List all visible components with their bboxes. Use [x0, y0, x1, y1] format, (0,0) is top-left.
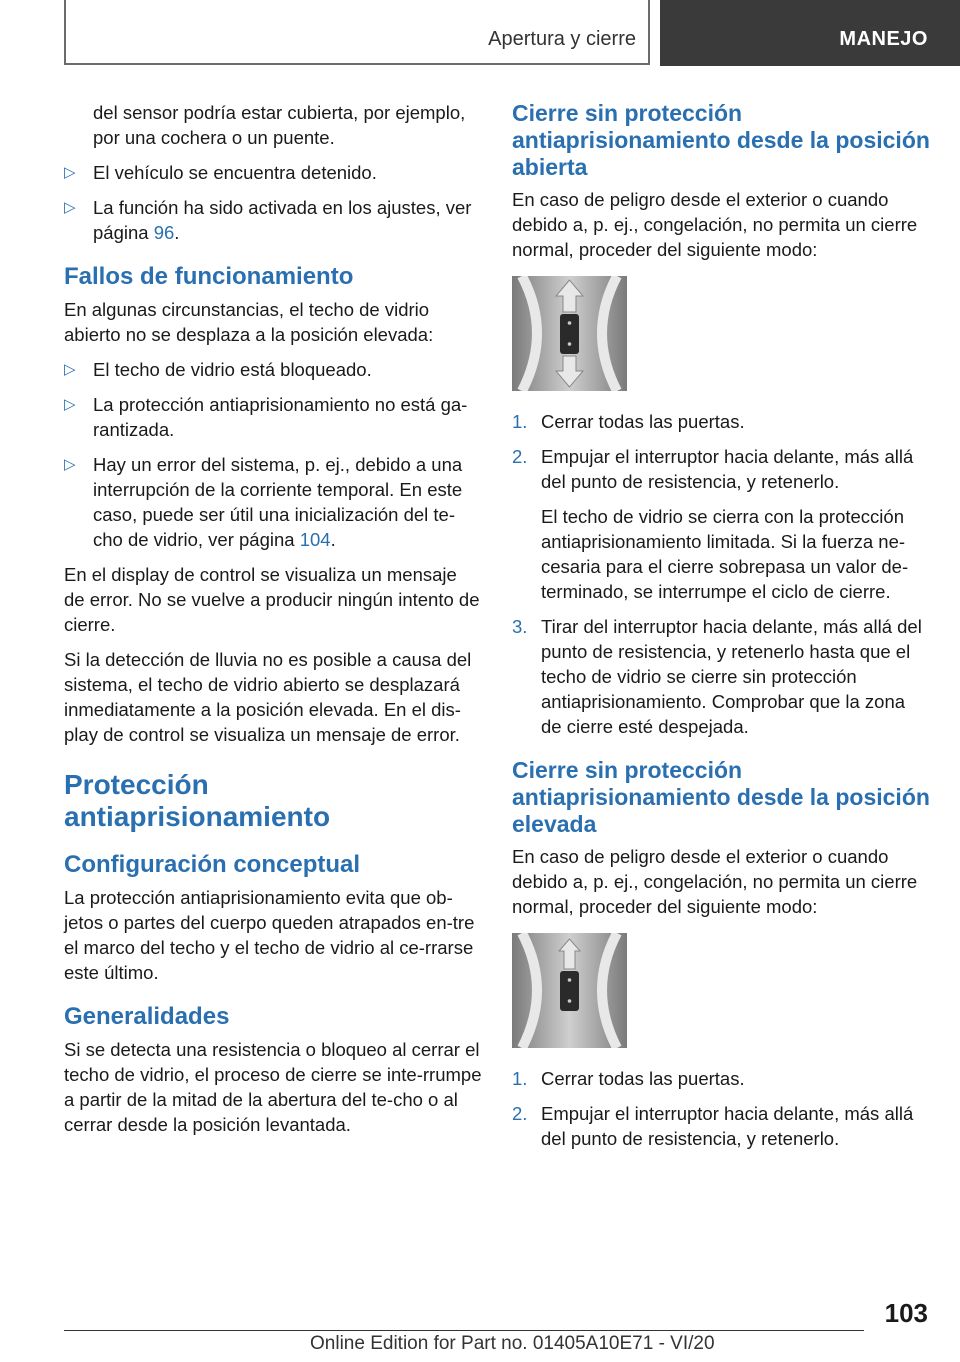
step-text: Empujar el interruptor hacia delante, más allá del punto de resistencia, y retenerlo.	[541, 1103, 914, 1149]
header-chapter-label: MANEJO	[839, 28, 928, 50]
step-number: 2.	[512, 446, 528, 467]
bullet-text: La función ha sido activada en los ajustes, ver página	[93, 197, 472, 243]
header-chapter-tab	[660, 0, 960, 66]
paragraph: En el display de control se visualiza un mensaje de error. No se vuelve a producir ningún intento de cierre.	[64, 564, 480, 635]
header-rule-left	[64, 0, 66, 64]
step-number: 1.	[512, 411, 528, 432]
bullet-text: Hay un error del sistema, p. ej., debido a una interrupción de la corriente temporal. En este caso, puede ser útil una inicialización del te-cho de vidrio, ver página	[93, 454, 463, 550]
header-rule-bottom	[64, 63, 650, 65]
step-number: 3.	[512, 616, 528, 637]
header-section-title: Apertura y cierre	[488, 28, 636, 50]
numbered-step	[512, 1066, 930, 1091]
bullet-item	[64, 160, 482, 185]
bullet-text: El vehículo se encuentra detenido.	[93, 162, 377, 183]
footer-rule	[64, 1330, 864, 1331]
footer-edition: Online Edition for Part no. 01405A10E71 - VI/20	[310, 1333, 715, 1354]
header-rule-separator	[648, 0, 650, 64]
step-number: 2.	[512, 1103, 528, 1124]
roof-switch-illustration	[512, 276, 627, 391]
heading-generalidades: Generalidades	[64, 1003, 230, 1030]
step-text: Cerrar todas las puertas.	[541, 1068, 745, 1089]
left-column	[64, 100, 482, 1147]
continued-text: del sensor podría estar cubierta, por ejemplo, por una cochera o un puente.	[93, 102, 466, 148]
roof-switch-illustration	[512, 933, 627, 1048]
paragraph: La protección antiaprisionamiento evita que ob-jetos o partes del cuerpo queden atrapados en-tre el marco del techo y el techo de vidrio al ce-rrarse este último.	[64, 887, 475, 983]
numbered-step	[512, 614, 930, 739]
heading-fallos: Fallos de funcionamiento	[64, 263, 354, 290]
paragraph: En caso de peligro desde el exterior o cuando debido a, p. ej., congelación, no permita un cierre normal, proceder del siguiente modo:	[512, 846, 918, 917]
page-number: 103	[884, 1298, 928, 1328]
right-column	[512, 100, 930, 1161]
bullet-text: El techo de vidrio está bloqueado.	[93, 359, 372, 380]
paragraph: En algunas circunstancias, el techo de vidrio abierto no se desplaza a la posición elevada:	[64, 299, 434, 345]
numbered-step	[512, 409, 930, 434]
paragraph: Si la detección de lluvia no es posible a causa del sistema, el techo de vidrio abierto se desplazará inmediatamente a la posición elevada. En el dis-play de control se visualiza un mensaje de error.	[64, 649, 472, 745]
step-continued-text: El techo de vidrio se cierra con la protección antiaprisionamiento limitada. Si la fuerza ne-cesaria para el cierre sobrepasa un valor de-terminado, se interrumpe el ciclo de cierre.	[541, 506, 909, 602]
numbered-step	[512, 444, 930, 494]
bullet-item	[64, 357, 482, 382]
triangle-bullet-icon: ▷	[64, 199, 76, 216]
bullet-text-end: .	[330, 529, 336, 550]
step-text: Cerrar todas las puertas.	[541, 411, 745, 432]
step-number: 1.	[512, 1068, 528, 1089]
page-link-96[interactable]: 96	[153, 222, 175, 243]
heading-configuracion: Configuración conceptual	[64, 851, 361, 878]
heading-cierre-elevada: Cierre sin protección antiaprisionamiento desde la posición elevada	[512, 757, 930, 837]
bullet-item	[64, 392, 482, 442]
page-link-104[interactable]: 104	[299, 529, 331, 550]
numbered-step	[512, 1101, 930, 1151]
heading-proteccion: Protección antiaprisionamiento	[64, 769, 331, 832]
bullet-text: La protección antiaprisionamiento no está ga-rantizada.	[93, 394, 468, 440]
heading-cierre-abierta: Cierre sin protección antiaprisionamiento desde la posición abierta	[512, 100, 930, 180]
bullet-item	[64, 195, 482, 245]
triangle-bullet-icon: ▷	[64, 396, 76, 413]
triangle-bullet-icon: ▷	[64, 456, 76, 473]
triangle-bullet-icon: ▷	[64, 164, 76, 181]
paragraph: Si se detecta una resistencia o bloqueo al cerrar el techo de vidrio, el proceso de cierre se inte-rrumpe a partir de la mitad de la abertura del te-cho o al cerrar desde la posición levantada.	[64, 1039, 482, 1135]
bullet-text-end: .	[174, 222, 180, 243]
step-text: Empujar el interruptor hacia delante, más allá del punto de resistencia, y retenerlo.	[541, 446, 914, 492]
triangle-bullet-icon: ▷	[64, 361, 76, 378]
bullet-item	[64, 452, 482, 552]
step-text: Tirar del interruptor hacia delante, más allá del punto de resistencia, y retenerlo hasta que el techo de vidrio se cierre sin protección antiaprisionamiento. Comprobar que la zona de cierre esté despejada.	[541, 616, 922, 737]
paragraph: En caso de peligro desde el exterior o cuando debido a, p. ej., congelación, no permita un cierre normal, proceder del siguiente modo:	[512, 189, 918, 260]
